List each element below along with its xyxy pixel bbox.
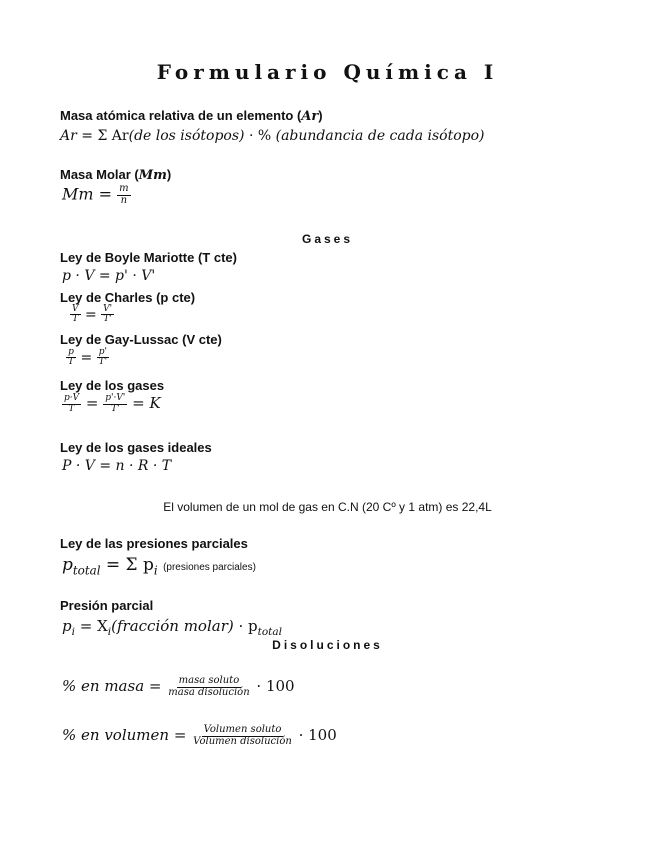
ideales-heading: Ley de los gases ideales xyxy=(60,440,212,455)
fraction-numerator: masa soluto xyxy=(178,675,240,686)
fraction-numerator: p'·V' xyxy=(105,393,126,404)
boyle-heading: Ley de Boyle Mariotte (T cte) xyxy=(60,250,237,265)
fraction-denominator: T' xyxy=(111,403,120,414)
fraction-numerator: Volumen soluto xyxy=(203,724,282,735)
masa-atomica-heading-close: ) xyxy=(318,108,323,123)
masa-molar-formula xyxy=(62,184,131,206)
fraction-denominator: T xyxy=(68,403,75,414)
equals-sign: = xyxy=(85,394,99,412)
masa-atomica-heading-symbol: Ar xyxy=(301,109,319,124)
porcentaje-masa-formula xyxy=(62,676,295,698)
equals-sign: = xyxy=(80,349,93,366)
fraction-denominator: T' xyxy=(103,314,112,325)
fraction-denominator: T xyxy=(68,357,75,368)
presiones-note: (presiones parciales) xyxy=(163,562,256,573)
masa-atomica-mid: = Σ Ar xyxy=(76,128,129,144)
masa-atomica-lhs: Ar xyxy=(60,128,77,144)
porcentaje-volumen-formula xyxy=(62,725,337,747)
porcentaje-volumen-tail: · 100 xyxy=(298,726,337,744)
gay-lussac-fraction-right xyxy=(97,348,109,368)
presiones-sub-i: i xyxy=(153,563,158,578)
gay-lussac-formula xyxy=(66,348,109,368)
ley-gases-heading: Ley de los gases xyxy=(60,378,165,393)
presiones-parciales-formula xyxy=(62,555,256,578)
presiones-parciales-heading: Ley de las presiones parciales xyxy=(60,536,248,551)
presiones-lhs-sub: total xyxy=(72,563,101,578)
charles-heading: Ley de Charles (p cte) xyxy=(60,290,196,305)
presiones-eq: = Σ p xyxy=(100,555,154,575)
ley-gases-fraction-left xyxy=(62,394,81,414)
presion-lhs-sub: i xyxy=(71,626,75,638)
fraction-numerator: m xyxy=(119,183,129,194)
masa-molar-heading xyxy=(60,167,171,183)
masa-molar-heading-symbol: Mm xyxy=(138,168,167,183)
fraction-numerator: p·V xyxy=(64,393,80,404)
presion-lhs: p xyxy=(62,617,72,635)
masa-molar-lhs: Mm = xyxy=(62,184,113,204)
page-title: Formulario Química I xyxy=(156,60,499,84)
gay-lussac-heading: Ley de Gay-Lussac (V cte) xyxy=(60,332,222,347)
presion-text: (fracción molar) xyxy=(111,617,234,635)
fraction-denominator: n xyxy=(120,194,128,206)
presion-x-sub: i xyxy=(107,626,112,638)
porcentaje-volumen-fraction xyxy=(191,725,294,747)
charles-fraction-left xyxy=(70,305,81,325)
gay-lussac-fraction-left xyxy=(66,348,76,368)
boyle-formula: p · V = p' · V' xyxy=(62,268,156,284)
ley-gases-fraction-right xyxy=(103,394,127,414)
masa-atomica-text1: (de los isótopos) xyxy=(128,128,245,144)
volumen-molar-note: El volumen de un mol de gas en C.N (20 Cº y 1 atm) es 22,4L xyxy=(163,500,492,514)
fraction-numerator: V' xyxy=(103,304,113,314)
fraction-denominator: masa disolución xyxy=(168,686,250,698)
presiones-lhs-symbol: p xyxy=(62,555,73,575)
fraction-denominator: T xyxy=(72,314,79,325)
presiones-lhs xyxy=(62,555,101,578)
masa-molar-heading-close: ) xyxy=(166,167,172,182)
porcentaje-masa-fraction xyxy=(166,676,251,698)
fraction-denominator: Volumen disolución xyxy=(193,735,292,747)
fraction-denominator: T' xyxy=(98,357,108,368)
fraction-numerator: V xyxy=(72,304,79,314)
charles-fraction-right xyxy=(101,305,114,325)
presion-parcial-heading: Presión parcial xyxy=(60,598,154,613)
presion-eq: = X xyxy=(74,617,108,635)
masa-atomica-heading-text: Masa atómica relativa de un elemento ( xyxy=(60,108,302,123)
presion-parcial-formula xyxy=(62,617,283,638)
porcentaje-masa-lhs: % en masa = xyxy=(62,677,162,695)
disoluciones-section-title: Disoluciones xyxy=(272,638,383,652)
fraction-numerator: p xyxy=(68,347,74,357)
masa-molar-heading-text: Masa Molar ( xyxy=(60,167,139,182)
porcentaje-masa-tail: · 100 xyxy=(256,677,295,695)
gases-section-title-text: Gases xyxy=(301,232,354,246)
charles-formula xyxy=(70,305,114,325)
gases-section-title xyxy=(0,232,655,246)
presion-p-sub: total xyxy=(257,626,283,638)
masa-atomica-formula xyxy=(60,128,485,144)
presion-op: · p xyxy=(233,617,258,635)
equals-sign: = xyxy=(84,306,97,323)
masa-atomica-heading xyxy=(60,108,323,124)
masa-atomica-text2: (abundancia de cada isótopo) xyxy=(275,128,485,144)
masa-atomica-op: · % xyxy=(244,128,276,144)
ley-gases-tail: = K xyxy=(132,394,161,412)
ley-gases-formula xyxy=(62,394,161,414)
porcentaje-volumen-lhs: % en volumen = xyxy=(62,726,187,744)
ideales-formula: P · V = n · R · T xyxy=(62,458,172,474)
masa-molar-fraction xyxy=(117,184,130,206)
fraction-numerator: p' xyxy=(98,347,108,357)
